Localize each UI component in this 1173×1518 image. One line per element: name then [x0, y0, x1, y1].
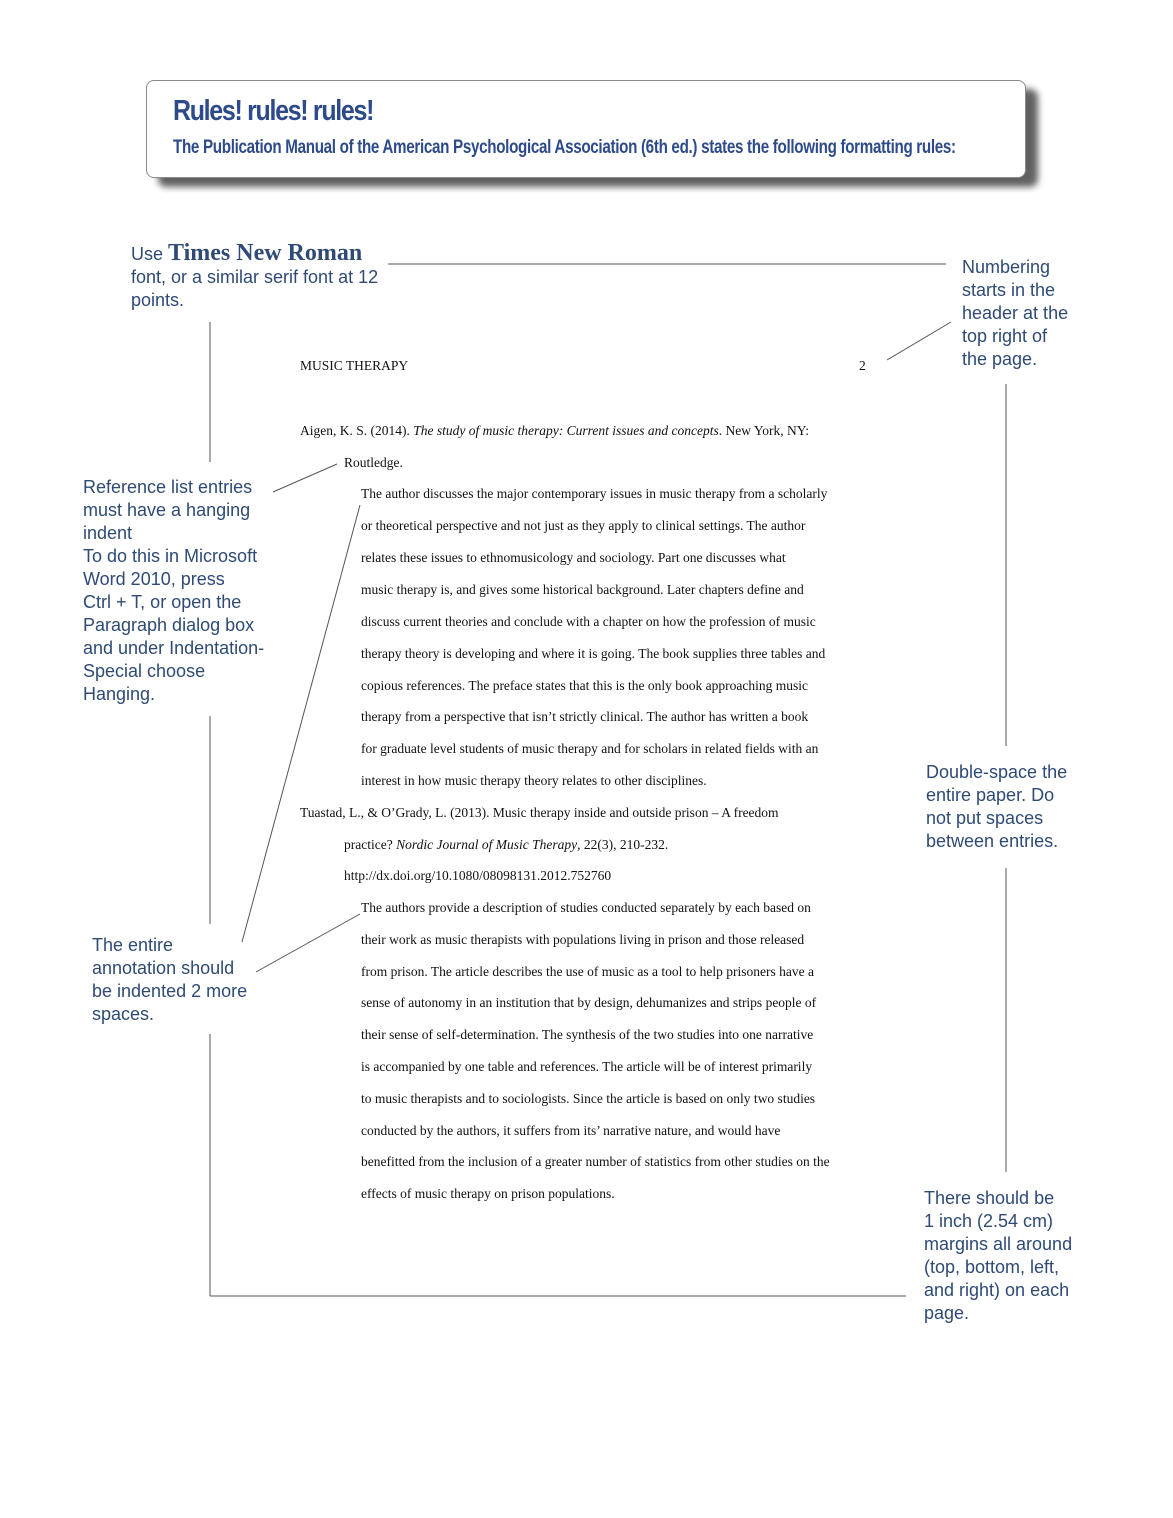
running-head: MUSIC THERAPY: [300, 358, 409, 373]
ref-text: practice?: [344, 837, 397, 852]
note-line: To do this in Microsoft: [83, 546, 258, 566]
note-line: and under Indentation-: [83, 638, 265, 658]
font-note: [131, 242, 391, 312]
margins-note: [924, 1187, 1124, 1325]
hanging-indent-note: [83, 476, 293, 706]
note-line: Word 2010, press: [83, 569, 225, 589]
annotation-1-line: music therapy is, and gives some historical background. Later chapters define and: [361, 582, 804, 597]
ref-text: Aigen, K. S. (2014).: [300, 423, 414, 438]
note-line: top right of: [962, 326, 1048, 346]
annotation-2-line: is accompanied by one table and references. The article will be of interest primarily: [361, 1059, 813, 1074]
ref-journal-italic: Nordic Journal of Music Therapy: [396, 837, 578, 852]
reference-1-line-2: Routledge.: [344, 455, 403, 470]
annotation-1-line: or theoretical perspective and not just as they apply to clinical settings. The author: [361, 518, 806, 533]
annotation-2-line: effects of music therapy on prison populations.: [361, 1186, 615, 1201]
note-line: between entries.: [926, 831, 1059, 851]
annotation-1-line: for graduate level students of music therapy and for scholars in related fields with an: [361, 741, 819, 756]
note-line: Paragraph dialog box: [83, 615, 255, 635]
annotation-2-line: The authors provide a description of studies conducted separately by each based on: [361, 900, 811, 915]
annotation-1-line: discuss current theories and conclude with a chapter on how the profession of music: [361, 614, 816, 629]
font-note-text: font, or a similar serif font at 12 points.: [131, 267, 379, 310]
annotation-1-line: The author discusses the major contemporary issues in music therapy from a scholarly: [361, 486, 828, 501]
annotation-1-line: copious references. The preface states that this is the only book approaching music: [361, 678, 808, 693]
annotation-2-line: conducted by the authors, it suffers from its’ narrative nature, and would have: [361, 1123, 781, 1138]
note-line: the page.: [962, 349, 1038, 369]
note-line: margins all around: [924, 1234, 1073, 1254]
ref-text: , 22(3), 210-232.: [577, 837, 669, 852]
font-note-fontname: Times New Roman: [168, 240, 363, 266]
reference-2-line-1: Tuastad, L., & O’Grady, L. (2013). Music therapy inside and outside prison – A freedom: [300, 805, 779, 820]
ref-title-italic: The study of music therapy: Current issues and concepts: [413, 423, 719, 438]
note-line: not put spaces: [926, 808, 1044, 828]
note-line: Double-space the: [926, 762, 1068, 782]
annotation-2-line: their work as music therapists with populations living in prison and those released: [361, 932, 805, 947]
annotation-2-line: benefitted from the inclusion of a greater number of statistics from other studies on the: [361, 1154, 830, 1169]
note-line: entire paper. Do: [926, 785, 1055, 805]
reference-1-line-1: [300, 423, 809, 439]
note-line: and right) on each: [924, 1280, 1070, 1300]
reference-2-line-2: [344, 837, 668, 853]
numbering-leader: [887, 322, 951, 360]
ref-text: . New York, NY:: [718, 423, 809, 438]
note-line: Special choose: [83, 661, 206, 681]
note-line: (top, bottom, left,: [924, 1257, 1060, 1277]
annotation-1-line: relates these issues to ethnomusicology and sociology. Part one discusses what: [361, 550, 786, 565]
page-subtitle: The Publication Manual of the American Psychological Association (6th ed.) states the following formatting rules:: [173, 137, 956, 158]
annotation-indent-note: [92, 934, 272, 1026]
page-number: 2: [859, 358, 866, 373]
page-title: Rules! rules! rules!: [173, 95, 374, 127]
note-line: The entire: [92, 935, 174, 955]
note-line: Hanging.: [83, 684, 156, 704]
note-line: spaces.: [92, 1004, 155, 1024]
note-line: Numbering: [962, 257, 1051, 277]
note-line: annotation should: [92, 958, 235, 978]
note-line: indent: [83, 523, 133, 543]
note-line: Reference list entries: [83, 477, 253, 497]
note-line: page.: [924, 1303, 970, 1323]
annotation-1-line: therapy theory is developing and where it is going. The book supplies three tables and: [361, 646, 826, 661]
note-line: 1 inch (2.54 cm): [924, 1211, 1054, 1231]
note-line: be indented 2 more: [92, 981, 248, 1001]
double-space-note: [926, 761, 1126, 853]
note-line: header at the: [962, 303, 1069, 323]
annotation-2-line: to music therapists and to sociologists. Since the article is based on only two studies: [361, 1091, 816, 1106]
annotation-1-line: therapy from a perspective that isn’t strictly clinical. The author has written a book: [361, 709, 809, 724]
note-line: starts in the: [962, 280, 1056, 300]
reference-2-doi: http://dx.doi.org/10.1080/08098131.2012.752760: [344, 868, 612, 883]
annotation-2-line: their sense of self-determination. The synthesis of the two studies into one narrative: [361, 1027, 814, 1042]
note-line: There should be: [924, 1188, 1055, 1208]
annotation-2-line: from prison. The article describes the use of music as a tool to help prisoners have a: [361, 964, 814, 979]
numbering-note: [962, 256, 1152, 371]
note-line: must have a hanging: [83, 500, 251, 520]
annotation-2-line: sense of autonomy in an institution that by design, dehumanizes and strips people of: [361, 995, 817, 1010]
annotation-1-line: interest in how music therapy theory relates to other disciplines.: [361, 773, 707, 788]
note-line: Ctrl + T, or open the: [83, 592, 242, 612]
font-note-prefix: Use: [131, 244, 169, 264]
